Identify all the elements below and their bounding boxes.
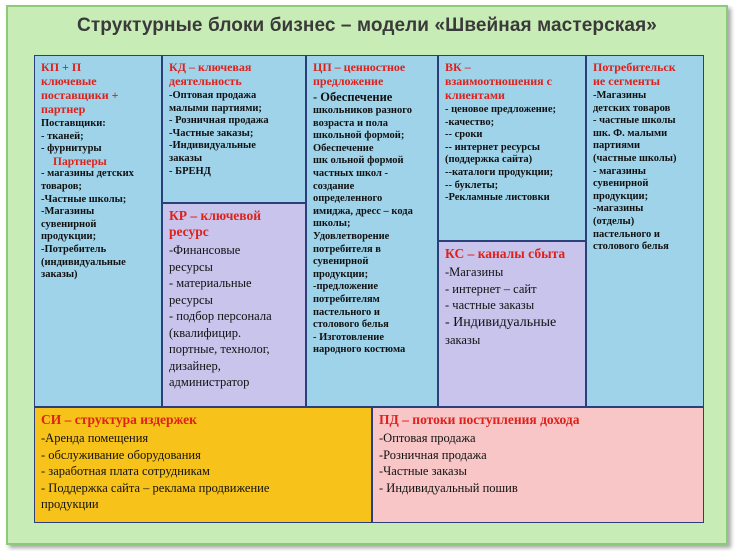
text-line: ресурсы [169,259,213,274]
diagram-frame [6,5,728,545]
text-line: столового белья [313,319,389,331]
text-line: - обслуживание оборудования [41,447,201,462]
text-line: - БРЕНД [169,165,211,177]
text-line: сувенирной [593,178,649,190]
block-key-activities [162,55,306,203]
text-line: (поддержка сайта) [445,154,533,166]
text-line: столового белья [593,241,669,253]
text-line: - Индивидуальный пошив [379,480,518,495]
text-line: продукции; [313,268,369,280]
text-line: Обеспечение [313,142,374,154]
text-line: -Магазины [593,90,647,101]
text-line: - Изготовление [313,331,384,343]
text-line: школьной формой; [313,130,405,142]
block-channels [438,241,586,407]
text-line: ресурсы [169,292,213,307]
text-line: детских товаров [593,102,671,114]
text-line: -Оптовая продажа [169,90,257,101]
text-line: продукции; [593,190,649,202]
text-line: - Индивидуальные [445,314,557,330]
text-line: -- буклеты; [445,179,499,191]
text-line: -Розничная продажа [379,447,487,462]
text-line: -предложение [313,281,378,293]
text-line: малыми партиями; [169,102,262,114]
text-line: -Оптовая продажа [379,431,476,445]
text-line: администратор [169,375,250,389]
text-line: партиями [593,140,641,152]
text-line: -Аренда помещения [41,431,149,445]
text-line: пастельного и [593,228,660,240]
text-line: сувенирной [41,218,97,230]
text-line: - материальные [169,276,252,290]
text-line: - ценовое предложение; [445,104,556,115]
text-line: дизайнер, [169,358,221,373]
text-line: шк. Ф. малыми [593,127,668,139]
text-line: потребителя в [313,243,381,255]
text-line: продукции [41,497,99,511]
partners-label: Партнеры [53,155,107,168]
text-line: (квалифицир. [169,325,242,340]
text-line: (частные школы) [593,152,677,164]
text-line: товаров; [41,180,82,192]
text-line: --каталоги продукции; [445,166,554,178]
text-line: возраста и пола [313,117,388,129]
text-line: - заработная плата сотрудникам [41,464,210,478]
text-line: шк ольной формой [313,155,404,167]
text-line: - фурнитуры [41,143,102,155]
text-line: -Финансовые [169,243,241,257]
text-line: - подбор персонала [169,309,272,323]
text-line: заказы [445,332,481,347]
text-line: народного костюма [313,344,406,356]
text-line: Поставщики: [41,118,106,129]
text-line: заказы) [41,269,78,281]
text-line: -Рекламные листовки [445,192,550,204]
text-line: - интернет – сайт [445,281,537,296]
text-line: -Частные школы; [41,193,127,205]
block-value-proposition-heading: ЦП – ценностное предложение [313,60,406,88]
text-line: - Розничная продажа [169,115,269,127]
block-key-partners [34,55,162,407]
text-line: продукции; [41,231,97,243]
block-customer-relationships-heading: ВК – взаимоотношения с клиентами [445,60,552,102]
text-line: - частные школы [593,115,676,127]
text-line: (отделы) [593,215,635,227]
block-customer-segments [586,55,704,407]
text-line: -качество; [445,116,495,128]
text-line: -Частные заказы [379,464,467,478]
block-key-resources [162,203,306,407]
text-line: -Потребитель [41,243,107,255]
text-line: создание [313,180,355,192]
text-line: школьников разного [313,105,412,116]
text-line: заказы [169,152,203,164]
text-line: -- сроки [445,129,483,141]
text-line: потребителям [313,293,380,305]
text-line: (индивидуальные [41,256,126,268]
text-line: имиджа, дресс – кода [313,205,413,217]
block-cost-structure-heading: СИ – структура издержек [41,412,197,427]
text-line: - магазины [593,165,646,177]
block-revenue-streams [372,407,704,523]
block-key-activities-heading: КД – ключевая деятельность [169,60,252,88]
text-line: пастельного и [313,306,380,318]
block-revenue-streams-heading: ПД – потоки поступления дохода [379,412,580,427]
text-line: Удовлетворение [313,230,390,242]
text-line: -- интернет ресурсы [445,141,540,153]
text-line: - тканей; [41,130,84,142]
text-line: сувенирной [313,256,369,268]
block-key-resources-heading: КР – ключевой ресурс [169,208,262,239]
text-line: частных школ - [313,167,389,179]
text-line: - магазины детских [41,168,134,180]
block-key-partners-heading: КП + П ключевые поставщики + партнер [41,60,119,116]
text-line: -Магазины [41,206,95,218]
text-line: портные, технолог, [169,342,270,356]
text-line: определенного [313,193,383,205]
text-line: школы; [313,218,351,230]
block-value-proposition [306,55,438,407]
text-line: -Индивидуальные [169,140,256,152]
block-cost-structure [34,407,372,523]
text-line: -Магазины [445,265,504,279]
text-line: - Обеспечение [313,90,393,104]
diagram-title: Структурные блоки бизнес – модели «Швейная мастерская» [77,15,657,36]
text-line: - Поддержка сайта – реклама продвижение [41,480,270,495]
block-channels-heading: КС – каналы сбыта [445,246,566,261]
block-customer-segments-heading: Потребительск ие сегменты [593,60,676,88]
text-line: -Частные заказы; [169,127,254,139]
text-line: -магазины [593,203,644,215]
block-customer-relationships [438,55,586,241]
text-line: - частные заказы [445,298,535,312]
